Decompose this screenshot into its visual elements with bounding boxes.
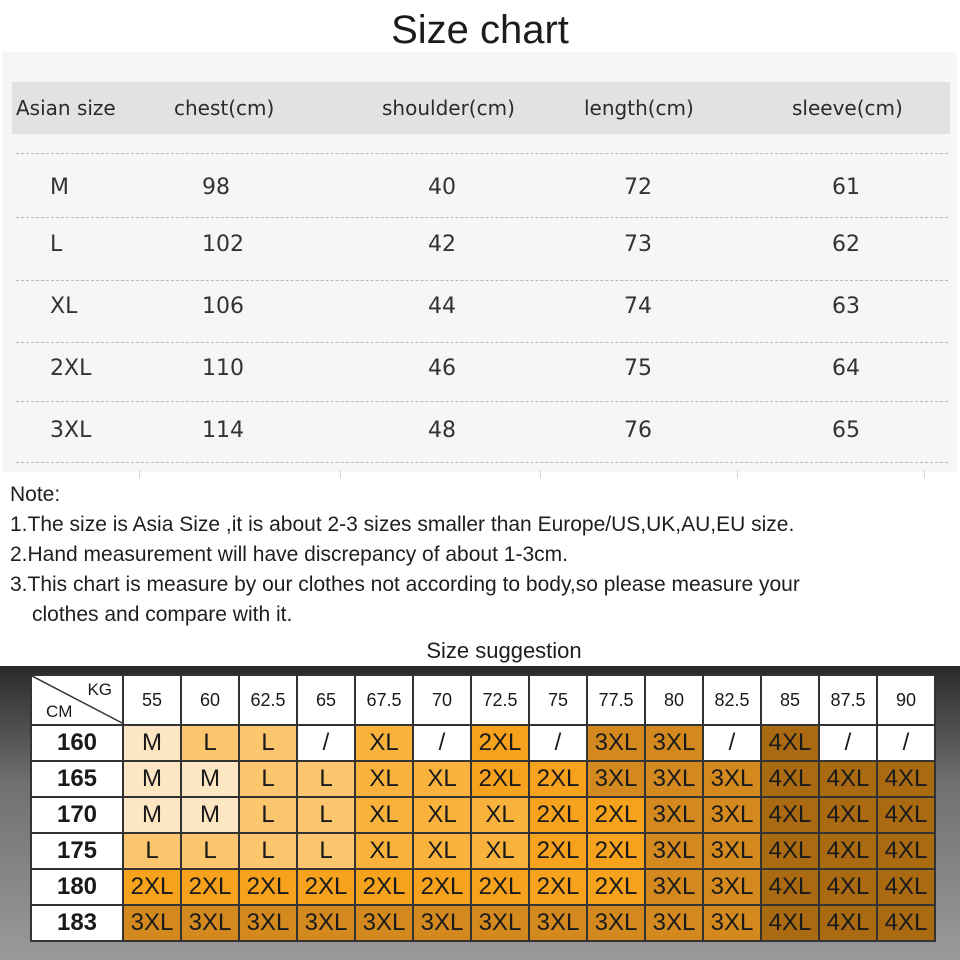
size-suggestion-cell: 4XL [877,833,935,869]
weight-header-cell: 67.5 [355,675,413,725]
weight-header-cell: 90 [877,675,935,725]
size-suggestion-cell: 2XL [529,833,587,869]
size-suggestion-cell: XL [355,833,413,869]
size-suggestion-cell: XL [471,833,529,869]
size-suggestion-cell: 4XL [877,761,935,797]
size-cell: M [50,175,69,200]
size-suggestion-cell: M [123,761,181,797]
size-suggestion-cell: 4XL [761,905,819,941]
page-title: Size chart [391,8,569,52]
size-suggestion-cell: 3XL [355,905,413,941]
size-suggestion-cell: 2XL [587,833,645,869]
height-label-cell: 175 [31,833,123,869]
size-suggestion-cell: 3XL [703,869,761,905]
note-line-3: 3.This chart is measure by our clothes not according to body,so please measure your [10,573,800,596]
size-suggestion-cell: L [297,797,355,833]
row-divider [16,153,948,154]
size-cell: 75 [624,356,652,381]
size-suggestion-title: Size suggestion [426,638,582,663]
size-suggestion-cell: 4XL [761,725,819,761]
size-cell: 40 [428,175,456,200]
size-suggestion-cell: M [123,725,181,761]
header-sleeve: sleeve(cm) [792,96,903,120]
size-suggestion-cell: 4XL [819,797,877,833]
height-row [31,797,935,833]
corner-cell [31,675,123,725]
notes-label: Note: [10,483,61,506]
size-cell: 72 [624,175,652,200]
size-suggestion-cell: 2XL [471,725,529,761]
size-suggestion-cell: 2XL [471,761,529,797]
size-suggestion-panel [0,666,960,960]
height-row [31,725,935,761]
weight-header-cell: 62.5 [239,675,297,725]
height-label-cell: 165 [31,761,123,797]
size-suggestion-cell: 2XL [181,869,239,905]
size-suggestion-cell: 3XL [645,761,703,797]
tick-mark [139,470,140,478]
size-suggestion-cell: 2XL [529,869,587,905]
size-suggestion-cell: 2XL [587,869,645,905]
size-suggestion-cell: L [239,761,297,797]
size-suggestion-cell: 3XL [587,725,645,761]
size-suggestion-cell: L [297,761,355,797]
size-suggestion-cell: 3XL [703,797,761,833]
size-suggestion-cell: 3XL [645,833,703,869]
size-suggestion-cell: 3XL [587,905,645,941]
weight-header-cell: 75 [529,675,587,725]
size-suggestion-cell: 4XL [761,869,819,905]
size-suggestion-cell: 3XL [645,797,703,833]
size-suggestion-cell: M [123,797,181,833]
size-suggestion-table [30,674,936,942]
weight-header-cell: 55 [123,675,181,725]
size-suggestion-cell: 2XL [529,761,587,797]
size-cell: 102 [202,232,244,257]
weight-header-cell: 82.5 [703,675,761,725]
size-suggestion-cell: 3XL [413,905,471,941]
size-suggestion-cell: 4XL [877,905,935,941]
size-cell: 44 [428,294,456,319]
size-suggestion-cell: 4XL [877,797,935,833]
size-cell: 76 [624,418,652,443]
weight-header-row [31,675,935,725]
size-suggestion-cell: / [877,725,935,761]
size-cell: 64 [832,356,860,381]
header-asian-size: Asian size [16,96,116,120]
size-suggestion-cell: 2XL [587,797,645,833]
size-suggestion-cell: 3XL [529,905,587,941]
size-suggestion-cell: 3XL [239,905,297,941]
size-suggestion-cell: 3XL [297,905,355,941]
row-divider [16,280,948,281]
size-suggestion-cell: 4XL [819,761,877,797]
size-cell: 98 [202,175,230,200]
weight-header-cell: 80 [645,675,703,725]
height-row [31,905,935,941]
size-suggestion-cell: 2XL [297,869,355,905]
size-cell: 42 [428,232,456,257]
size-suggestion-cell: L [181,833,239,869]
weight-header-cell: 85 [761,675,819,725]
height-row [31,761,935,797]
size-suggestion-cell: / [529,725,587,761]
size-suggestion-cell: / [703,725,761,761]
tick-mark [924,470,925,478]
size-suggestion-cell: M [181,761,239,797]
size-suggestion-cell: XL [471,797,529,833]
note-line-3-continued: clothes and compare with it. [32,603,293,626]
size-cell: L [50,232,63,257]
size-suggestion-cell: 4XL [819,869,877,905]
size-cell: 3XL [50,418,92,443]
size-suggestion-cell: 2XL [413,869,471,905]
tick-mark [540,470,541,478]
size-cell: 63 [832,294,860,319]
header-length: length(cm) [584,96,694,120]
height-label-cell: 170 [31,797,123,833]
size-suggestion-cell: 2XL [239,869,297,905]
height-label-cell: 160 [31,725,123,761]
size-suggestion-cell: 3XL [645,905,703,941]
size-cell: 61 [832,175,860,200]
tick-mark [340,470,341,478]
size-suggestion-cell: 3XL [645,725,703,761]
size-chart-table [2,52,957,472]
row-divider [16,217,948,218]
size-cell: 46 [428,356,456,381]
size-suggestion-cell: / [413,725,471,761]
size-suggestion-cell: L [239,833,297,869]
size-cell: XL [50,294,78,319]
size-suggestion-cell: 2XL [529,797,587,833]
size-suggestion-cell: L [181,725,239,761]
height-row [31,869,935,905]
size-suggestion-cell: L [297,833,355,869]
size-cell: 65 [832,418,860,443]
size-cell: 48 [428,418,456,443]
size-suggestion-cell: 3XL [471,905,529,941]
size-suggestion-cell: 3XL [645,869,703,905]
size-suggestion-cell: 4XL [761,797,819,833]
size-suggestion-cell: 3XL [123,905,181,941]
size-cell: 110 [202,356,244,381]
size-table-header [12,82,950,134]
size-suggestion-cell: 4XL [761,761,819,797]
weight-header-cell: 72.5 [471,675,529,725]
height-label-cell: 183 [31,905,123,941]
size-suggestion-cell: 4XL [761,833,819,869]
size-cell: 62 [832,232,860,257]
size-suggestion-cell: 3XL [703,905,761,941]
size-suggestion-cell: 3XL [703,761,761,797]
weight-header-cell: 87.5 [819,675,877,725]
note-line-1: 1.The size is Asia Size ,it is about 2-3 sizes smaller than Europe/US,UK,AU,EU size. [10,513,795,536]
weight-header-cell: 77.5 [587,675,645,725]
note-line-2: 2.Hand measurement will have discrepancy of about 1-3cm. [10,543,568,566]
size-suggestion-cell: 3XL [703,833,761,869]
row-divider [16,342,948,343]
size-suggestion-cell: XL [355,761,413,797]
header-shoulder: shoulder(cm) [382,96,515,120]
size-suggestion-cell: M [181,797,239,833]
size-suggestion-cell: XL [413,833,471,869]
size-suggestion-cell: XL [355,797,413,833]
size-suggestion-cell: 2XL [471,869,529,905]
weight-header-cell: 65 [297,675,355,725]
size-suggestion-cell: 2XL [355,869,413,905]
size-suggestion-cell: XL [413,797,471,833]
size-suggestion-cell: 4XL [877,869,935,905]
size-suggestion-cell: 4XL [819,833,877,869]
size-suggestion-cell: XL [413,761,471,797]
size-cell: 73 [624,232,652,257]
size-cell: 114 [202,418,244,443]
size-suggestion-cell: L [123,833,181,869]
size-suggestion-cell: 3XL [181,905,239,941]
tick-mark [737,470,738,478]
row-divider [16,401,948,402]
kg-label: KG [87,680,112,699]
row-divider [16,462,948,463]
size-suggestion-cell: L [239,725,297,761]
notes-section [10,480,955,630]
size-suggestion-cell: / [819,725,877,761]
size-cell: 2XL [50,356,92,381]
weight-header-cell: 60 [181,675,239,725]
size-suggestion-cell: L [239,797,297,833]
size-suggestion-cell: / [297,725,355,761]
weight-header-cell: 70 [413,675,471,725]
height-label-cell: 180 [31,869,123,905]
size-cell: 74 [624,294,652,319]
cm-label: CM [46,702,73,721]
size-suggestion-cell: 2XL [123,869,181,905]
size-suggestion-cell: 4XL [819,905,877,941]
size-suggestion-cell: XL [355,725,413,761]
header-chest: chest(cm) [174,96,275,120]
size-cell: 106 [202,294,244,319]
height-row [31,833,935,869]
size-suggestion-cell: 3XL [587,761,645,797]
